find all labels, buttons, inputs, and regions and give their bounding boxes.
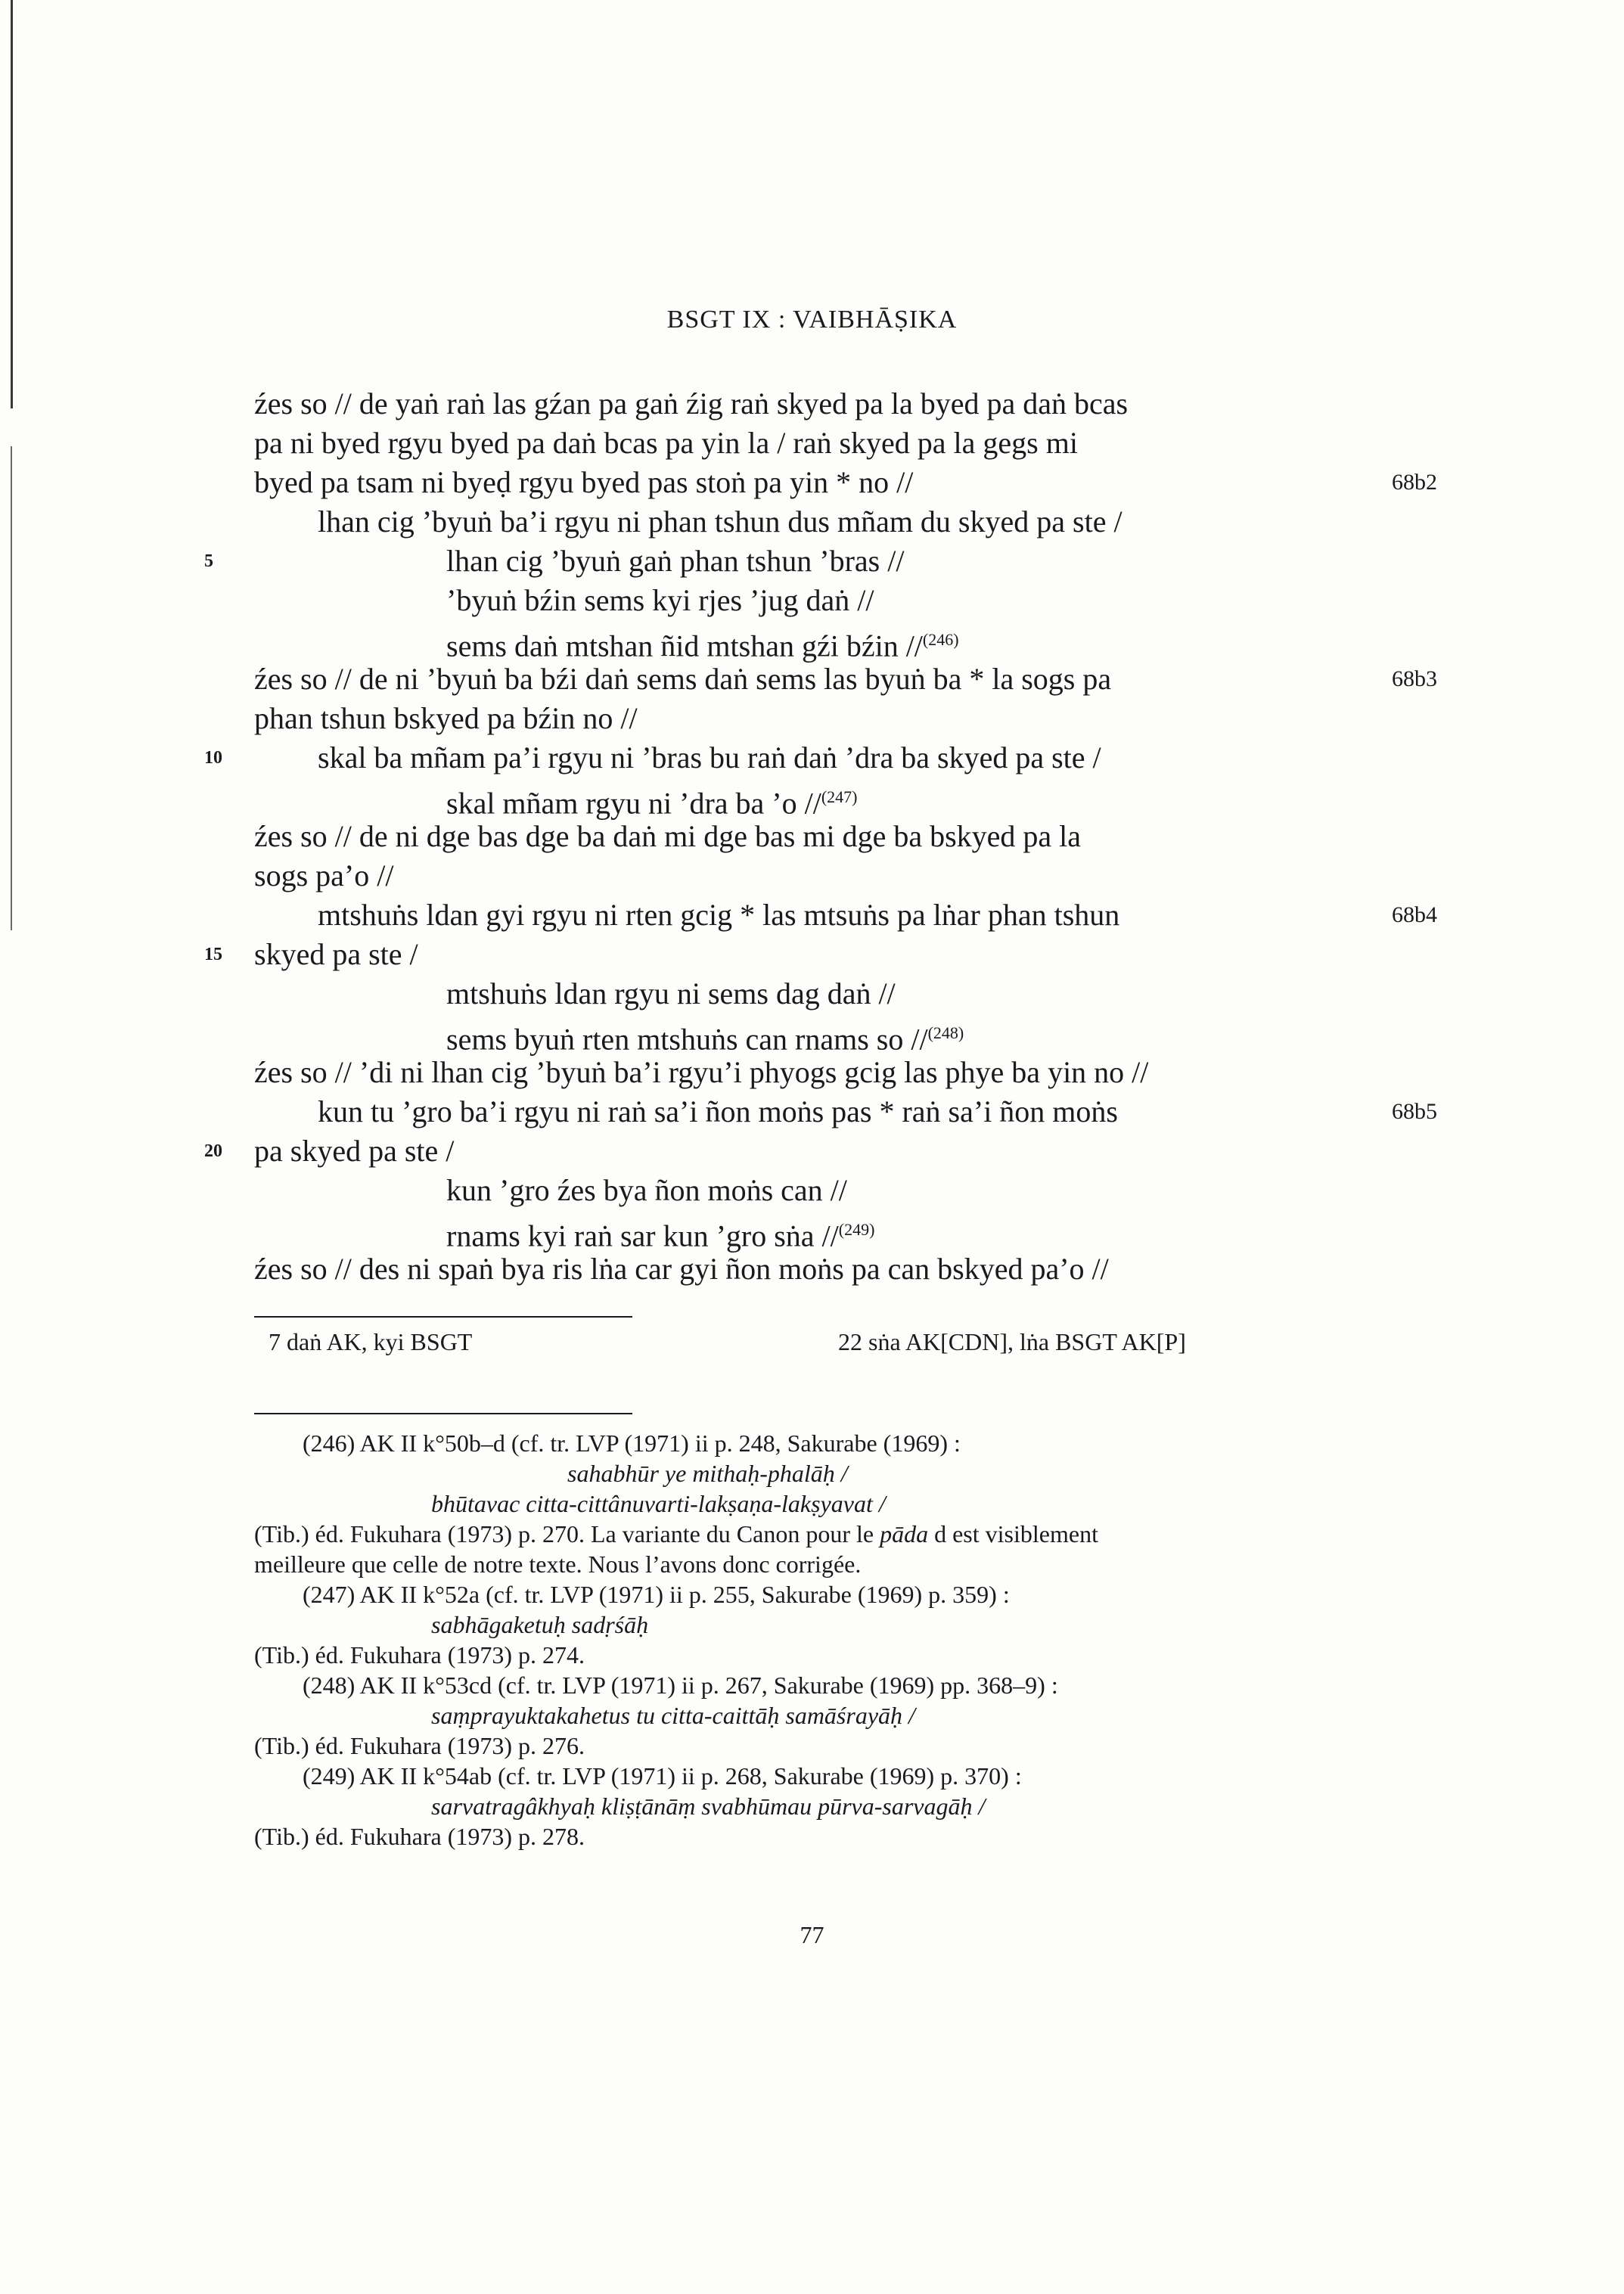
text-line-10: skal ba mñam pa’i rgyu ni ’bras bu raṅ daṅ ’dra ba skyed pa ste / xyxy=(318,740,1101,774)
text-line-19: kun tu ’gro ba’i rgyu ni raṅ sa’i ñon moṅs pas * raṅ sa’i ñon moṅs xyxy=(318,1094,1118,1128)
line-number-20: 20 xyxy=(204,1141,222,1161)
text-line-2: pa ni byed rgyu byed pa daṅ bcas pa yin la / raṅ skyed pa la gegs mi xyxy=(254,426,1078,460)
text-line-4: lhan cig ’byuṅ ba’i rgyu ni phan tshun dus mñam du skyed pa ste / xyxy=(318,504,1123,539)
footnote-249-verse: sarvatragâkhyaḥ kliṣṭānāṃ svabhūmau pūrva-sarvagāḥ / xyxy=(431,1793,986,1820)
text-line-9: phan tshun bskyed pa bźin no // xyxy=(254,701,638,735)
verse-line-17: sems byuṅ rten mtshuṅs can rnams so //$^{(248)}$ xyxy=(446,1022,964,1057)
footnote-247-ref: (247) AK II k°52a (cf. tr. LVP (1971) ii p. 255, Sakurabe (1969) p. 359) : xyxy=(303,1581,1010,1608)
page-number: 77 xyxy=(800,1921,824,1948)
footnote-ref-246: (246) xyxy=(922,630,959,649)
verse-line-5: lhan cig ’byuṅ gaṅ phan tshun ’bras // xyxy=(446,544,905,578)
line-number-10: 10 xyxy=(204,748,222,768)
verse-line-21: kun ’gro źes bya ñon moṅs can // xyxy=(446,1173,847,1207)
line-number-15: 15 xyxy=(204,945,222,964)
variant-note-7: 7 daṅ AK, kyi BSGT xyxy=(269,1328,473,1355)
scan-edge xyxy=(11,0,13,408)
footnote-ref-248: (248) xyxy=(927,1023,964,1042)
margin-ref-68b4: 68b4 xyxy=(1392,902,1437,927)
footnote-248-ref: (248) AK II k°53cd (cf. tr. LVP (1971) ii p. 267, Sakurabe (1969) pp. 368–9) : xyxy=(303,1672,1058,1699)
footnote-248-verse: saṃprayuktakahetus tu citta-caittāḥ samāśrayāḥ / xyxy=(431,1702,915,1729)
text-line-8: źes so // de ni ’byuṅ ba bźi daṅ sems daṅ sems las byuṅ ba * la sogs pa xyxy=(254,662,1112,696)
footnote-246-tib: (Tib.) éd. Fukuhara (1973) p. 270. La variante du Canon pour le pāda d est visiblement xyxy=(254,1520,1098,1547)
verse-line-22: rnams kyi raṅ sar kun ’gro sṅa //$^{(249)}$ xyxy=(446,1218,875,1253)
text-line-20: pa skyed pa ste / xyxy=(254,1134,455,1168)
verse-line-11: skal mñam rgyu ni ’dra ba ’o //$^{(247)}$ xyxy=(446,786,858,821)
footnote-249-ref: (249) AK II k°54ab (cf. tr. LVP (1971) ii p. 268, Sakurabe (1969) p. 370) : xyxy=(303,1762,1022,1790)
variant-note-22: 22 sṅa AK[CDN], lṅa BSGT AK[P] xyxy=(838,1328,1186,1355)
margin-ref-68b2: 68b2 xyxy=(1392,470,1437,495)
line-number-5: 5 xyxy=(204,551,213,571)
footnote-ref-249: (249) xyxy=(838,1220,875,1239)
margin-ref-68b5: 68b5 xyxy=(1392,1099,1437,1124)
footnote-rule xyxy=(254,1413,632,1414)
verse-line-6: ’byuṅ bźin sems kyi rjes ’jug daṅ // xyxy=(446,583,874,617)
verse-line-7: sems daṅ mtshan ñid mtshan gźi bźin //$^{(246)}$ xyxy=(446,629,959,663)
margin-ref-68b3: 68b3 xyxy=(1392,666,1437,691)
scan-edge-lower xyxy=(11,446,12,930)
text-line-13: sogs pa’o // xyxy=(254,858,394,892)
text-line-3: byed pa tsam ni byeḍ rgyu byed pas stoṅ pa yin * no // xyxy=(254,465,914,499)
apparatus-rule xyxy=(254,1316,632,1318)
running-header: BSGT IX : VAIBHĀṢIKA xyxy=(666,306,958,334)
text-line-1: źes so // de yaṅ raṅ las gźan pa gaṅ źig raṅ skyed pa la byed pa daṅ bcas xyxy=(254,386,1129,421)
footnote-ref-247: (247) xyxy=(821,787,858,806)
footnote-247-verse: sabhāgaketuḥ sadṛśāḥ xyxy=(431,1611,649,1638)
text-line-15: skyed pa ste / xyxy=(254,937,418,971)
text-line-23: źes so // des ni spaṅ bya ris lṅa car gyi ñon moṅs pa can bskyed pa’o // xyxy=(254,1252,1109,1286)
verse-line-16: mtshuṅs ldan rgyu ni sems dag daṅ // xyxy=(446,976,896,1010)
footnote-249-tib: (Tib.) éd. Fukuhara (1973) p. 278. xyxy=(254,1823,585,1850)
text-line-12: źes so // de ni dge bas dge ba daṅ mi dge bas mi dge ba bskyed pa la xyxy=(254,819,1082,853)
footnote-246-verse-1: sahabhūr ye mithaḥ-phalāḥ / xyxy=(567,1460,848,1487)
text-line-18: źes so // ’di ni lhan cig ’byuṅ ba’i rgyu’i phyogs gcig las phye ba yin no // xyxy=(254,1055,1149,1089)
footnote-246-verse-2: bhūtavac citta-cittânuvarti-lakṣaṇa-lakṣyavat / xyxy=(431,1490,886,1517)
footnote-246-ref: (246) AK II k°50b–d (cf. tr. LVP (1971) ii p. 248, Sakurabe (1969) : xyxy=(303,1429,961,1457)
footnote-247-tib: (Tib.) éd. Fukuhara (1973) p. 274. xyxy=(254,1641,585,1669)
footnote-246-comment: meilleure que celle de notre texte. Nous l’avons donc corrigée. xyxy=(254,1551,862,1578)
footnote-248-tib: (Tib.) éd. Fukuhara (1973) p. 276. xyxy=(254,1732,585,1759)
text-line-14: mtshuṅs ldan gyi rgyu ni rten gcig * las mtsuṅs pa lṅar phan tshun xyxy=(318,898,1120,932)
